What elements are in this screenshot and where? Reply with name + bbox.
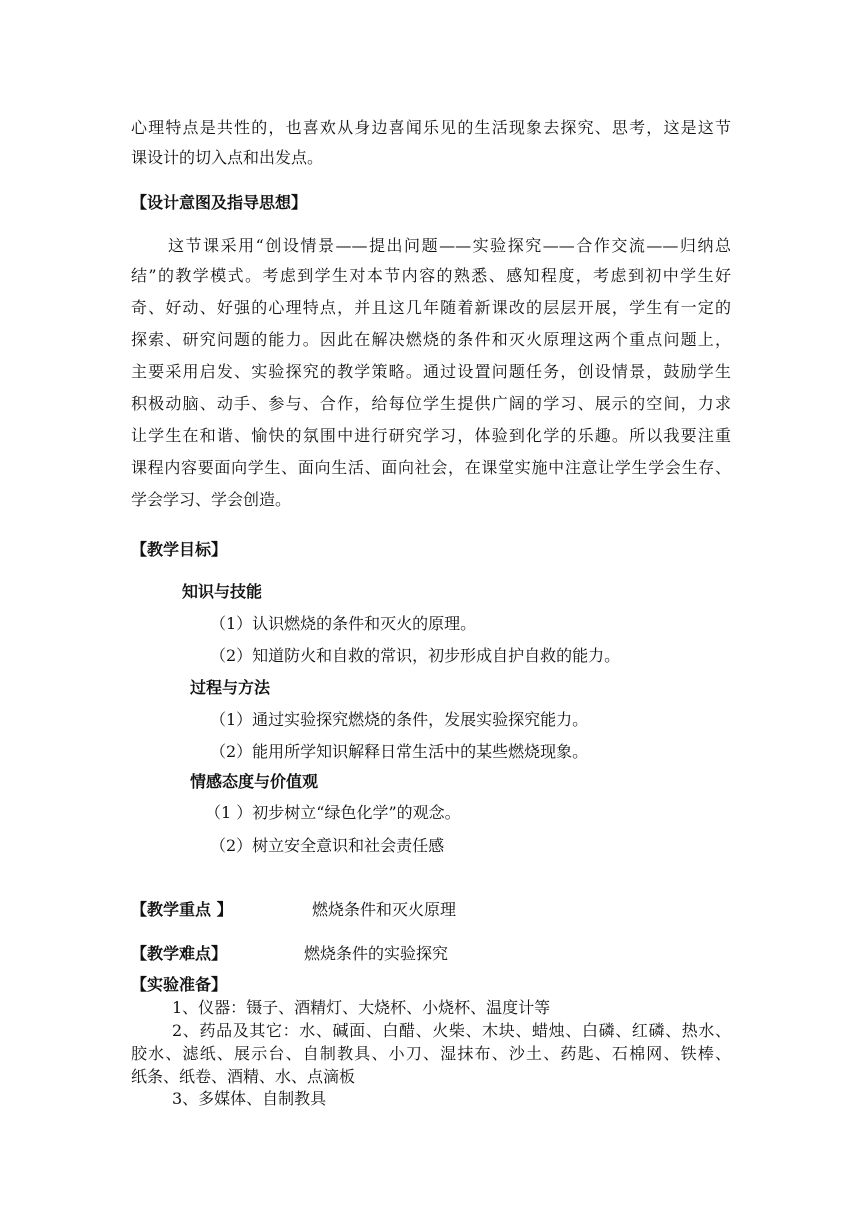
difficulty-value: 燃烧条件的实验探究	[304, 944, 449, 963]
knowledge-item-1: （1）认识燃烧的条件和灭火的原理。	[210, 614, 477, 633]
key-point-label: 【教学重点 】	[131, 900, 233, 919]
prep-item-2-line-2: 胶水、滤纸、展示台、自制教具、小刀、湿抹布、沙土、药匙、石棉网、铁棒、	[131, 1044, 731, 1063]
prep-item-1: 1、仪器：镊子、酒精灯、大烧杯、小烧杯、温度计等	[172, 998, 551, 1017]
prep-item-2-line-3: 纸条、纸卷、酒精、水、点滴板	[131, 1067, 356, 1086]
design-line-7: 让学生在和谐、愉快的氛围中进行研究学习，体验到化学的乐趣。所以我要注重	[131, 426, 731, 445]
design-line-1: 这节课采用“创设情景——提出问题——实验探究——合作交流——归纳总	[168, 236, 731, 255]
intro-line-2: 课设计的切入点和出发点。	[131, 148, 324, 167]
difficulty-label: 【教学难点】	[131, 944, 228, 963]
intro-line-1: 心理特点是共性的，也喜欢从身边喜闻乐见的生活现象去探究、思考，这是这节	[131, 118, 731, 137]
prep-item-3: 3、多媒体、自制教具	[172, 1089, 327, 1108]
design-line-3: 奇、好动、好强的心理特点，并且这几年随着新课改的层层开展，学生有一定的	[131, 298, 731, 317]
attitude-item-2: （2）树立安全意识和社会责任感	[210, 836, 445, 855]
design-line-5: 主要采用启发、实验探究的教学策略。通过设置问题任务，创设情景，鼓励学生	[131, 362, 731, 381]
process-item-2: （2）能用所学知识解释日常生活中的某些燃烧现象。	[210, 742, 589, 761]
design-line-8: 课程内容要面向学生、面向生活、面向社会，在课堂实施中注意让学生学会生存、	[131, 458, 731, 477]
knowledge-item-2: （2）知道防火和自救的常识，初步形成自护自救的能力。	[210, 646, 621, 665]
design-line-9: 学会学习、学会创造。	[131, 490, 292, 509]
process-item-1: （1）通过实验探究燃烧的条件，发展实验探究能力。	[210, 710, 589, 729]
goals-heading: 【教学目标】	[131, 540, 228, 559]
process-title: 过程与方法	[190, 678, 271, 697]
design-line-6: 积极动脑、动手、参与、合作，给每位学生提供广阔的学习、展示的空间，力求	[131, 394, 731, 413]
prep-item-2-line-1: 2、药品及其它：水、碱面、白醋、火柴、木块、蜡烛、白磷、红磷、热水、	[172, 1021, 731, 1040]
attitude-title: 情感态度与价值观	[190, 772, 319, 791]
design-line-4: 探索、研究问题的能力。因此在解决燃烧的条件和灭火原理这两个重点问题上，	[131, 330, 731, 349]
attitude-item-1: （1 ）初步树立“绿色化学”的观念。	[205, 803, 461, 822]
design-line-2: 结”的教学模式。考虑到学生对本节内容的熟悉、感知程度，考虑到初中学生好	[131, 266, 731, 285]
design-heading: 【设计意图及指导思想】	[131, 193, 308, 212]
prep-heading: 【实验准备】	[131, 975, 228, 994]
key-point-value: 燃烧条件和灭火原理	[312, 900, 457, 919]
knowledge-title: 知识与技能	[182, 582, 263, 601]
